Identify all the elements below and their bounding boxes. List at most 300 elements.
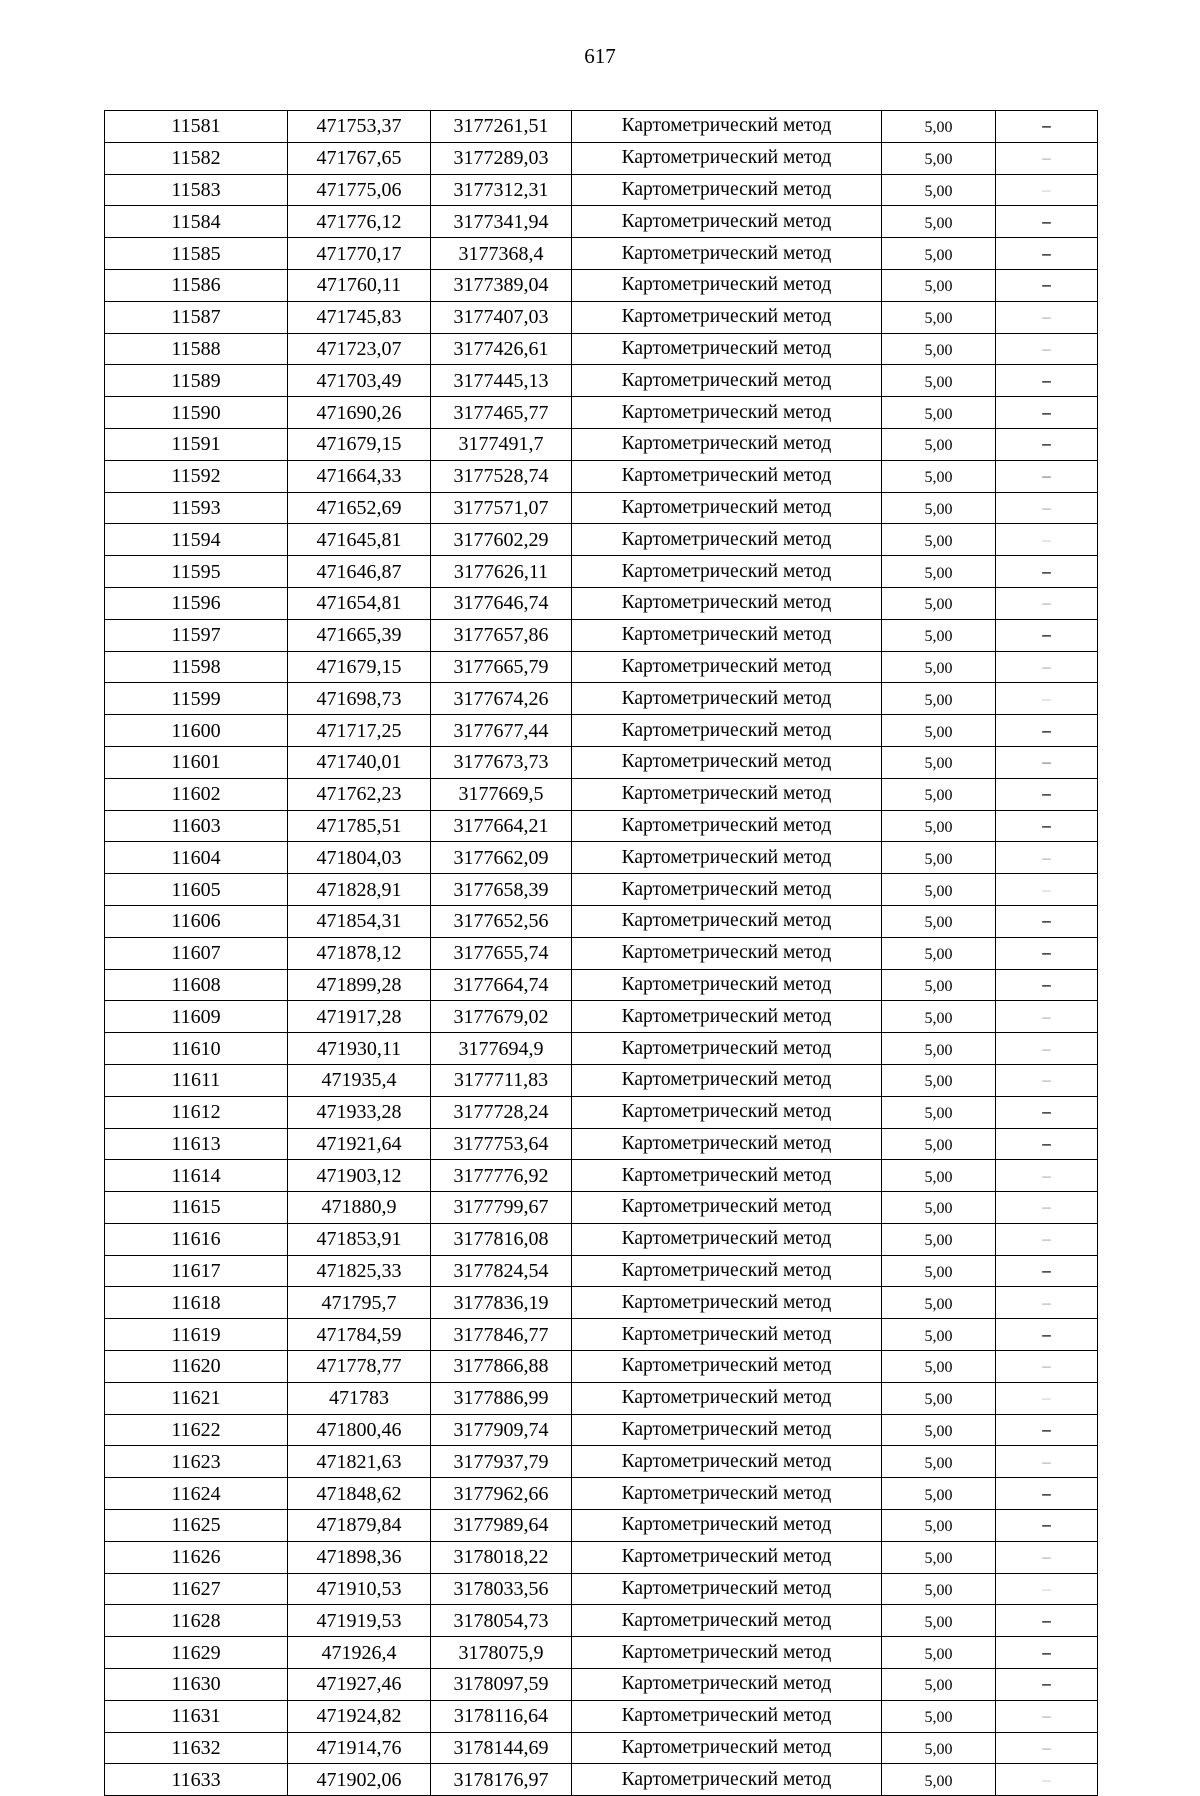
x-coordinate-cell: 471917,28 [288, 1001, 431, 1033]
point-number-cell: 11626 [105, 1541, 288, 1573]
y-coordinate-cell: 3178033,56 [431, 1573, 572, 1605]
accuracy-cell: 5,00 [882, 1541, 996, 1573]
method-cell: Картометрический метод [572, 905, 882, 937]
accuracy-cell: 5,00 [882, 1001, 996, 1033]
x-coordinate-cell: 471645,81 [288, 524, 431, 556]
accuracy-cell: 5,00 [882, 619, 996, 651]
y-coordinate-cell: 3177368,4 [431, 238, 572, 270]
method-cell: Картометрический метод [572, 1637, 882, 1669]
accuracy-cell: 5,00 [882, 874, 996, 906]
point-number-cell: 11593 [105, 492, 288, 524]
y-coordinate-cell: 3178116,64 [431, 1700, 572, 1732]
accuracy-cell: 5,00 [882, 1382, 996, 1414]
note-cell: – [996, 969, 1098, 1001]
table-row [105, 1446, 1098, 1478]
table-row [105, 905, 1098, 937]
note-cell: – [996, 683, 1098, 715]
y-coordinate-cell: 3177407,03 [431, 301, 572, 333]
note-cell: – [996, 619, 1098, 651]
method-cell: Картометрический метод [572, 1319, 882, 1351]
y-coordinate-cell: 3177312,31 [431, 174, 572, 206]
point-number-cell: 11618 [105, 1287, 288, 1319]
method-cell: Картометрический метод [572, 142, 882, 174]
table-row [105, 1732, 1098, 1764]
x-coordinate-cell: 471703,49 [288, 365, 431, 397]
note-cell: – [996, 746, 1098, 778]
point-number-cell: 11589 [105, 365, 288, 397]
method-cell: Картометрический метод [572, 810, 882, 842]
point-number-cell: 11590 [105, 397, 288, 429]
y-coordinate-cell: 3177602,29 [431, 524, 572, 556]
x-coordinate-cell: 471924,82 [288, 1700, 431, 1732]
x-coordinate-cell: 471783 [288, 1382, 431, 1414]
y-coordinate-cell: 3177909,74 [431, 1414, 572, 1446]
y-coordinate-cell: 3177626,11 [431, 556, 572, 588]
x-coordinate-cell: 471745,83 [288, 301, 431, 333]
accuracy-cell: 5,00 [882, 365, 996, 397]
table-row [105, 1764, 1098, 1796]
accuracy-cell: 5,00 [882, 1287, 996, 1319]
y-coordinate-cell: 3177646,74 [431, 587, 572, 619]
note-cell: – [996, 365, 1098, 397]
note-cell: – [996, 397, 1098, 429]
method-cell: Картометрический метод [572, 1605, 882, 1637]
table-row [105, 1160, 1098, 1192]
method-cell: Картометрический метод [572, 1764, 882, 1796]
y-coordinate-cell: 3177886,99 [431, 1382, 572, 1414]
y-coordinate-cell: 3177491,7 [431, 428, 572, 460]
note-cell: – [996, 1319, 1098, 1351]
point-number-cell: 11601 [105, 746, 288, 778]
note-cell: – [996, 1414, 1098, 1446]
y-coordinate-cell: 3178018,22 [431, 1541, 572, 1573]
point-number-cell: 11628 [105, 1605, 288, 1637]
y-coordinate-cell: 3177665,79 [431, 651, 572, 683]
accuracy-cell: 5,00 [882, 746, 996, 778]
method-cell: Картометрический метод [572, 269, 882, 301]
y-coordinate-cell: 3177657,86 [431, 619, 572, 651]
x-coordinate-cell: 471927,46 [288, 1669, 431, 1701]
method-cell: Картометрический метод [572, 1033, 882, 1065]
y-coordinate-cell: 3177962,66 [431, 1478, 572, 1510]
note-cell: – [996, 556, 1098, 588]
table-row [105, 1700, 1098, 1732]
point-number-cell: 11616 [105, 1223, 288, 1255]
y-coordinate-cell: 3178075,9 [431, 1637, 572, 1669]
point-number-cell: 11595 [105, 556, 288, 588]
table-row [105, 874, 1098, 906]
accuracy-cell: 5,00 [882, 715, 996, 747]
x-coordinate-cell: 471828,91 [288, 874, 431, 906]
note-cell: – [996, 1700, 1098, 1732]
x-coordinate-cell: 471910,53 [288, 1573, 431, 1605]
table-row [105, 810, 1098, 842]
point-number-cell: 11613 [105, 1128, 288, 1160]
x-coordinate-cell: 471853,91 [288, 1223, 431, 1255]
y-coordinate-cell: 3177341,94 [431, 206, 572, 238]
table-row [105, 206, 1098, 238]
note-cell: – [996, 492, 1098, 524]
table-row [105, 333, 1098, 365]
x-coordinate-cell: 471914,76 [288, 1732, 431, 1764]
note-cell: – [996, 1446, 1098, 1478]
table-row [105, 683, 1098, 715]
y-coordinate-cell: 3177664,21 [431, 810, 572, 842]
accuracy-cell: 5,00 [882, 238, 996, 270]
note-cell: – [996, 1033, 1098, 1065]
accuracy-cell: 5,00 [882, 778, 996, 810]
accuracy-cell: 5,00 [882, 301, 996, 333]
accuracy-cell: 5,00 [882, 1510, 996, 1542]
point-number-cell: 11584 [105, 206, 288, 238]
x-coordinate-cell: 471652,69 [288, 492, 431, 524]
method-cell: Картометрический метод [572, 619, 882, 651]
accuracy-cell: 5,00 [882, 1351, 996, 1383]
point-number-cell: 11632 [105, 1732, 288, 1764]
note-cell: – [996, 842, 1098, 874]
table-row [105, 1255, 1098, 1287]
y-coordinate-cell: 3177989,64 [431, 1510, 572, 1542]
note-cell: – [996, 1223, 1098, 1255]
method-cell: Картометрический метод [572, 969, 882, 1001]
point-number-cell: 11581 [105, 111, 288, 143]
method-cell: Картометрический метод [572, 206, 882, 238]
table-row [105, 969, 1098, 1001]
x-coordinate-cell: 471760,11 [288, 269, 431, 301]
note-cell: – [996, 238, 1098, 270]
x-coordinate-cell: 471785,51 [288, 810, 431, 842]
table-row [105, 1192, 1098, 1224]
x-coordinate-cell: 471879,84 [288, 1510, 431, 1542]
y-coordinate-cell: 3177664,74 [431, 969, 572, 1001]
accuracy-cell: 5,00 [882, 1700, 996, 1732]
point-number-cell: 11596 [105, 587, 288, 619]
x-coordinate-cell: 471784,59 [288, 1319, 431, 1351]
method-cell: Картометрический метод [572, 428, 882, 460]
table-row [105, 1605, 1098, 1637]
point-number-cell: 11609 [105, 1001, 288, 1033]
method-cell: Картометрический метод [572, 1573, 882, 1605]
note-cell: – [996, 206, 1098, 238]
method-cell: Картометрический метод [572, 587, 882, 619]
y-coordinate-cell: 3177937,79 [431, 1446, 572, 1478]
method-cell: Картометрический метод [572, 715, 882, 747]
x-coordinate-cell: 471825,33 [288, 1255, 431, 1287]
point-number-cell: 11623 [105, 1446, 288, 1478]
x-coordinate-cell: 471848,62 [288, 1478, 431, 1510]
accuracy-cell: 5,00 [882, 1128, 996, 1160]
table-row [105, 1510, 1098, 1542]
accuracy-cell: 5,00 [882, 1669, 996, 1701]
method-cell: Картометрический метод [572, 1223, 882, 1255]
note-cell: – [996, 1096, 1098, 1128]
note-cell: – [996, 333, 1098, 365]
table-row [105, 1223, 1098, 1255]
accuracy-cell: 5,00 [882, 1033, 996, 1065]
note-cell: – [996, 1541, 1098, 1573]
note-cell: – [996, 524, 1098, 556]
x-coordinate-cell: 471698,73 [288, 683, 431, 715]
table-row [105, 1382, 1098, 1414]
note-cell: – [996, 1764, 1098, 1796]
x-coordinate-cell: 471646,87 [288, 556, 431, 588]
point-number-cell: 11586 [105, 269, 288, 301]
table-row [105, 778, 1098, 810]
method-cell: Картометрический метод [572, 556, 882, 588]
accuracy-cell: 5,00 [882, 397, 996, 429]
note-cell: – [996, 1287, 1098, 1319]
x-coordinate-cell: 471776,12 [288, 206, 431, 238]
point-number-cell: 11600 [105, 715, 288, 747]
point-number-cell: 11585 [105, 238, 288, 270]
point-number-cell: 11621 [105, 1382, 288, 1414]
y-coordinate-cell: 3177389,04 [431, 269, 572, 301]
x-coordinate-cell: 471690,26 [288, 397, 431, 429]
x-coordinate-cell: 471898,36 [288, 1541, 431, 1573]
y-coordinate-cell: 3177753,64 [431, 1128, 572, 1160]
method-cell: Картометрический метод [572, 1255, 882, 1287]
note-cell: – [996, 1255, 1098, 1287]
x-coordinate-cell: 471919,53 [288, 1605, 431, 1637]
y-coordinate-cell: 3177846,77 [431, 1319, 572, 1351]
note-cell: – [996, 1128, 1098, 1160]
note-cell: – [996, 460, 1098, 492]
point-number-cell: 11622 [105, 1414, 288, 1446]
y-coordinate-cell: 3178176,97 [431, 1764, 572, 1796]
method-cell: Картометрический метод [572, 365, 882, 397]
accuracy-cell: 5,00 [882, 651, 996, 683]
point-number-cell: 11617 [105, 1255, 288, 1287]
accuracy-cell: 5,00 [882, 810, 996, 842]
table-row [105, 397, 1098, 429]
accuracy-cell: 5,00 [882, 142, 996, 174]
y-coordinate-cell: 3177711,83 [431, 1064, 572, 1096]
y-coordinate-cell: 3177776,92 [431, 1160, 572, 1192]
x-coordinate-cell: 471933,28 [288, 1096, 431, 1128]
method-cell: Картометрический метод [572, 1128, 882, 1160]
method-cell: Картометрический метод [572, 1192, 882, 1224]
method-cell: Картометрический метод [572, 1160, 882, 1192]
note-cell: – [996, 1605, 1098, 1637]
y-coordinate-cell: 3177866,88 [431, 1351, 572, 1383]
method-cell: Картометрический метод [572, 111, 882, 143]
note-cell: – [996, 1001, 1098, 1033]
point-number-cell: 11630 [105, 1669, 288, 1701]
y-coordinate-cell: 3177465,77 [431, 397, 572, 429]
x-coordinate-cell: 471800,46 [288, 1414, 431, 1446]
method-cell: Картометрический метод [572, 1478, 882, 1510]
y-coordinate-cell: 3177669,5 [431, 778, 572, 810]
y-coordinate-cell: 3177728,24 [431, 1096, 572, 1128]
point-number-cell: 11597 [105, 619, 288, 651]
accuracy-cell: 5,00 [882, 1732, 996, 1764]
point-number-cell: 11620 [105, 1351, 288, 1383]
method-cell: Картометрический метод [572, 397, 882, 429]
method-cell: Картометрический метод [572, 174, 882, 206]
x-coordinate-cell: 471930,11 [288, 1033, 431, 1065]
accuracy-cell: 5,00 [882, 905, 996, 937]
method-cell: Картометрический метод [572, 238, 882, 270]
note-cell: – [996, 301, 1098, 333]
method-cell: Картометрический метод [572, 460, 882, 492]
x-coordinate-cell: 471804,03 [288, 842, 431, 874]
accuracy-cell: 5,00 [882, 492, 996, 524]
x-coordinate-cell: 471717,25 [288, 715, 431, 747]
method-cell: Картометрический метод [572, 778, 882, 810]
point-number-cell: 11624 [105, 1478, 288, 1510]
method-cell: Картометрический метод [572, 1669, 882, 1701]
x-coordinate-cell: 471767,65 [288, 142, 431, 174]
accuracy-cell: 5,00 [882, 1192, 996, 1224]
point-number-cell: 11604 [105, 842, 288, 874]
table-row [105, 174, 1098, 206]
accuracy-cell: 5,00 [882, 524, 996, 556]
table-row [105, 111, 1098, 143]
method-cell: Картометрический метод [572, 1510, 882, 1542]
accuracy-cell: 5,00 [882, 683, 996, 715]
note-cell: – [996, 1160, 1098, 1192]
table-row [105, 842, 1098, 874]
method-cell: Картометрический метод [572, 1351, 882, 1383]
accuracy-cell: 5,00 [882, 174, 996, 206]
table-row [105, 1033, 1098, 1065]
y-coordinate-cell: 3177445,13 [431, 365, 572, 397]
method-cell: Картометрический метод [572, 333, 882, 365]
point-number-cell: 11619 [105, 1319, 288, 1351]
note-cell: – [996, 111, 1098, 143]
table-row [105, 1096, 1098, 1128]
table-row [105, 746, 1098, 778]
method-cell: Картометрический метод [572, 746, 882, 778]
note-cell: – [996, 905, 1098, 937]
point-number-cell: 11605 [105, 874, 288, 906]
y-coordinate-cell: 3177658,39 [431, 874, 572, 906]
point-number-cell: 11610 [105, 1033, 288, 1065]
accuracy-cell: 5,00 [882, 1064, 996, 1096]
point-number-cell: 11631 [105, 1700, 288, 1732]
x-coordinate-cell: 471679,15 [288, 428, 431, 460]
point-number-cell: 11599 [105, 683, 288, 715]
method-cell: Картометрический метод [572, 1732, 882, 1764]
accuracy-cell: 5,00 [882, 937, 996, 969]
method-cell: Картометрический метод [572, 842, 882, 874]
method-cell: Картометрический метод [572, 524, 882, 556]
table-row [105, 556, 1098, 588]
point-number-cell: 11614 [105, 1160, 288, 1192]
method-cell: Картометрический метод [572, 492, 882, 524]
page-number: 617 [584, 44, 616, 68]
method-cell: Картометрический метод [572, 1096, 882, 1128]
method-cell: Картометрический метод [572, 937, 882, 969]
table-row [105, 142, 1098, 174]
point-number-cell: 11627 [105, 1573, 288, 1605]
y-coordinate-cell: 3178097,59 [431, 1669, 572, 1701]
accuracy-cell: 5,00 [882, 1637, 996, 1669]
accuracy-cell: 5,00 [882, 1478, 996, 1510]
x-coordinate-cell: 471878,12 [288, 937, 431, 969]
table-row [105, 492, 1098, 524]
x-coordinate-cell: 471903,12 [288, 1160, 431, 1192]
table-row [105, 1319, 1098, 1351]
table-body [105, 111, 1098, 1796]
table-row [105, 524, 1098, 556]
x-coordinate-cell: 471723,07 [288, 333, 431, 365]
y-coordinate-cell: 3177679,02 [431, 1001, 572, 1033]
y-coordinate-cell: 3177662,09 [431, 842, 572, 874]
note-cell: – [996, 428, 1098, 460]
y-coordinate-cell: 3177824,54 [431, 1255, 572, 1287]
y-coordinate-cell: 3177694,9 [431, 1033, 572, 1065]
accuracy-cell: 5,00 [882, 428, 996, 460]
point-number-cell: 11611 [105, 1064, 288, 1096]
x-coordinate-cell: 471926,4 [288, 1637, 431, 1669]
table-row [105, 1001, 1098, 1033]
point-number-cell: 11633 [105, 1764, 288, 1796]
note-cell: – [996, 810, 1098, 842]
table-row [105, 1128, 1098, 1160]
table-row [105, 619, 1098, 651]
table-row [105, 365, 1098, 397]
table-row [105, 238, 1098, 270]
method-cell: Картометрический метод [572, 1382, 882, 1414]
y-coordinate-cell: 3177289,03 [431, 142, 572, 174]
table-row [105, 1541, 1098, 1573]
y-coordinate-cell: 3177674,26 [431, 683, 572, 715]
x-coordinate-cell: 471795,7 [288, 1287, 431, 1319]
accuracy-cell: 5,00 [882, 1764, 996, 1796]
accuracy-cell: 5,00 [882, 556, 996, 588]
x-coordinate-cell: 471775,06 [288, 174, 431, 206]
method-cell: Картометрический метод [572, 874, 882, 906]
table-row [105, 1351, 1098, 1383]
accuracy-cell: 5,00 [882, 1223, 996, 1255]
note-cell: – [996, 1192, 1098, 1224]
y-coordinate-cell: 3177673,73 [431, 746, 572, 778]
note-cell: – [996, 174, 1098, 206]
x-coordinate-cell: 471778,77 [288, 1351, 431, 1383]
accuracy-cell: 5,00 [882, 1414, 996, 1446]
accuracy-cell: 5,00 [882, 269, 996, 301]
note-cell: – [996, 1382, 1098, 1414]
y-coordinate-cell: 3177677,44 [431, 715, 572, 747]
x-coordinate-cell: 471753,37 [288, 111, 431, 143]
point-number-cell: 11607 [105, 937, 288, 969]
method-cell: Картометрический метод [572, 683, 882, 715]
x-coordinate-cell: 471854,31 [288, 905, 431, 937]
x-coordinate-cell: 471654,81 [288, 587, 431, 619]
point-number-cell: 11587 [105, 301, 288, 333]
note-cell: – [996, 1478, 1098, 1510]
coordinates-table [104, 110, 1098, 1796]
method-cell: Картометрический метод [572, 1446, 882, 1478]
accuracy-cell: 5,00 [882, 460, 996, 492]
y-coordinate-cell: 3177836,19 [431, 1287, 572, 1319]
point-number-cell: 11591 [105, 428, 288, 460]
y-coordinate-cell: 3177261,51 [431, 111, 572, 143]
note-cell: – [996, 1637, 1098, 1669]
point-number-cell: 11583 [105, 174, 288, 206]
x-coordinate-cell: 471921,64 [288, 1128, 431, 1160]
accuracy-cell: 5,00 [882, 1446, 996, 1478]
table-row [105, 1414, 1098, 1446]
accuracy-cell: 5,00 [882, 1319, 996, 1351]
y-coordinate-cell: 3178144,69 [431, 1732, 572, 1764]
note-cell: – [996, 1064, 1098, 1096]
method-cell: Картометрический метод [572, 1001, 882, 1033]
accuracy-cell: 5,00 [882, 1160, 996, 1192]
table-row [105, 460, 1098, 492]
x-coordinate-cell: 471679,15 [288, 651, 431, 683]
